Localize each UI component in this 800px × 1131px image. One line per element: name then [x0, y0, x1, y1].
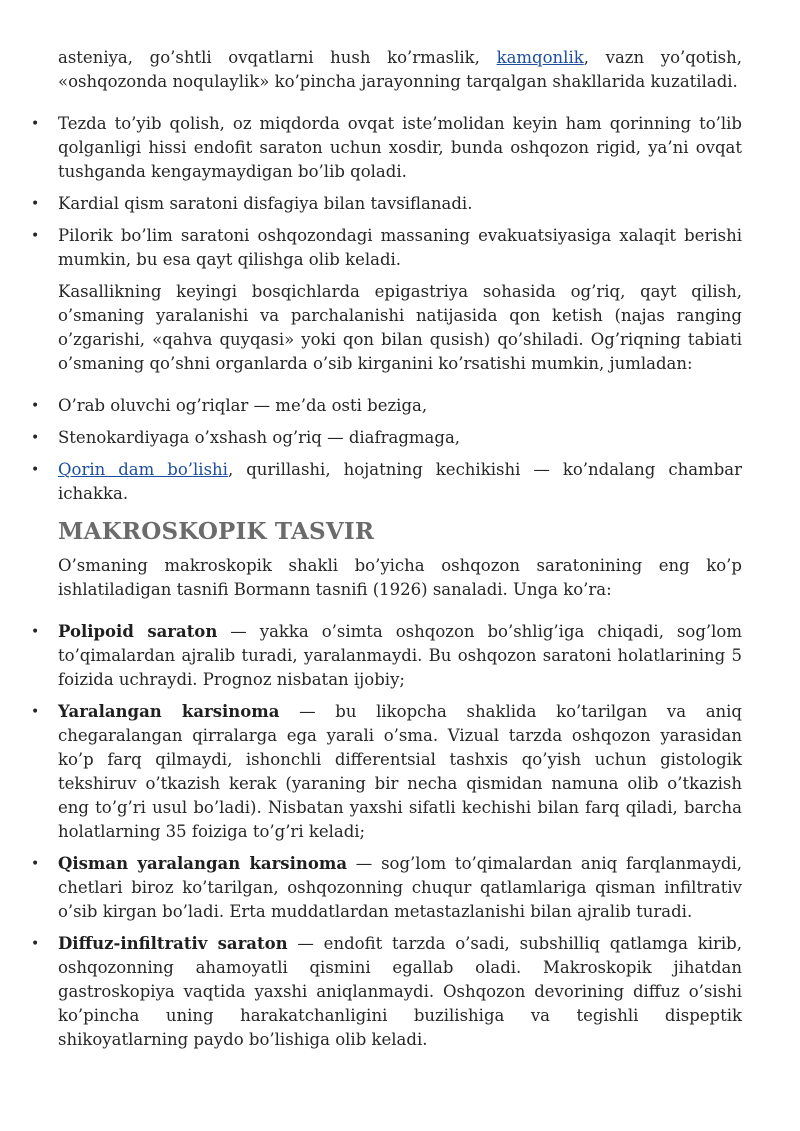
- term: Qisman yaralangan karsinoma: [58, 854, 348, 873]
- definition: — bu likopcha shaklida ko’tarilgan va aniq chegaralangan qirralarga ega yarali o’sma. Vizual tarzda oshqozon yarasidan ko’p farq qilmaydi, ishonchli differentsial tashxis qo’yish uchun gistologik tekshiruv o’tkazish kerak (yaraning bir necha qismidan namuna olib o’tkazish eng to’g’ri usul bo’ladi). Nisbatan yaxshi sifatli kechishi bilan farq qiladi, barcha holatlarning 35 foiziga to’g’ri keladi;: [58, 702, 742, 841]
- section-intro: O’smaning makroskopik shakli bo’yicha oshqozon saratonining eng ko’p ishlatiladigan tasnifi Bormann tasnifi (1926) sanaladi. Unga ko’ra:: [58, 556, 742, 599]
- list-item: [58, 932, 742, 1052]
- definition: — yakka o’simta oshqozon bo’shlig’iga chiqadi, sog’lom to’qimalardan ajralib turadi, yaralanmaydi. Bu oshqozon saratoni holatlarining 5 foizida uchraydi. Prognoz nisbatan ijobiy;: [58, 622, 742, 689]
- pain-list: [58, 394, 742, 506]
- link-qorin-dam[interactable]: Qorin dam bo’lishi: [58, 460, 228, 479]
- intro-text-end: , vazn yo’qotish, «oshqozonda noqulaylik» ko’pincha jarayonning tarqalgan shakllarida kuzatiladi.: [58, 48, 742, 91]
- definition: — endofit tarzda o’sadi, subshilliq qatlamga kirib, oshqozonning ahamoyatli qismini egallab oladi. Makroskopik jihatdan gastroskopiya vaqtida yaxshi aniqlanmaydi. Oshqozon devorining diffuz o’sishi ko’pincha uning harakatchanligini buzilishiga va tegishli dispeptik shikoyatlarning paydo bo’lishiga olib keladi.: [58, 934, 742, 1049]
- content-column: [58, 46, 742, 1060]
- list-item: • Pilorik bo’lim saratoni oshqozondagi massaning evakuatsiyasiga xalaqit berishi mumkin, bu esa qayt qilishga olib keladi.: [58, 224, 742, 272]
- term: Polipoid saraton: [58, 622, 218, 641]
- list-item: • Stenokardiyaga o’xshash og’riq — diafragmaga,: [58, 426, 742, 450]
- list-item: [58, 700, 742, 844]
- link-kamqonlik[interactable]: kamqonlik: [496, 48, 584, 67]
- list-item: [58, 620, 742, 692]
- section-heading: MAKROSKOPIK TASVIR: [58, 518, 375, 545]
- intro-paragraph: [58, 46, 742, 94]
- list-item: [58, 458, 742, 506]
- term: Diffuz-infiltrativ saraton: [58, 934, 288, 953]
- list-item: [58, 852, 742, 924]
- term: Yaralangan karsinoma: [58, 702, 280, 721]
- list-item-text: , qurillashi, hojatning kechikishi — ko’ndalang chambar ichakka.: [58, 460, 742, 503]
- late-stage-paragraph: Kasallikning keyingi bosqichlarda epigastriya sohasida og’riq, qayt qilish, o’smaning yaralanishi va parchalanishi natijasida qon ketish (najas ranging o’zgarishi, «qahva quyqasi» yoki qon bilan qusish) qo’shiladi. Og’riqning tabiati o’smaning qo’shni organlarda o’sib kirganini ko’rsatishi mumkin, jumladan:: [58, 282, 742, 373]
- list-item: • Kardial qism saratoni disfagiya bilan tavsiflanadi.: [58, 192, 742, 216]
- symptom-list: [58, 112, 742, 272]
- list-item: • Tezda to’yib qolish, oz miqdorda ovqat iste’molidan keyin ham qorinning to’lib qolganligi hissi endofit saraton uchun xosdir, bunda oshqozon rigid, ya’ni ovqat tushganda kengaymaydigan bo’lib qoladi.: [58, 112, 742, 184]
- intro-text-start: asteniya, go’shtli ovqatlarni hush ko’rmaslik,: [58, 48, 497, 67]
- definition: — sog’lom to’qimalardan aniq farqlanmaydi, chetlari biroz ko’tarilgan, oshqozonning chuqur qatlamlariga qisman infiltrativ o’sib kirgan bo’ladi. Erta muddatlardan metastazlanishi bilan ajralib turadi.: [58, 854, 742, 921]
- form-list: [58, 620, 742, 1052]
- list-item: • O’rab oluvchi og’riqlar — me’da osti beziga,: [58, 394, 742, 418]
